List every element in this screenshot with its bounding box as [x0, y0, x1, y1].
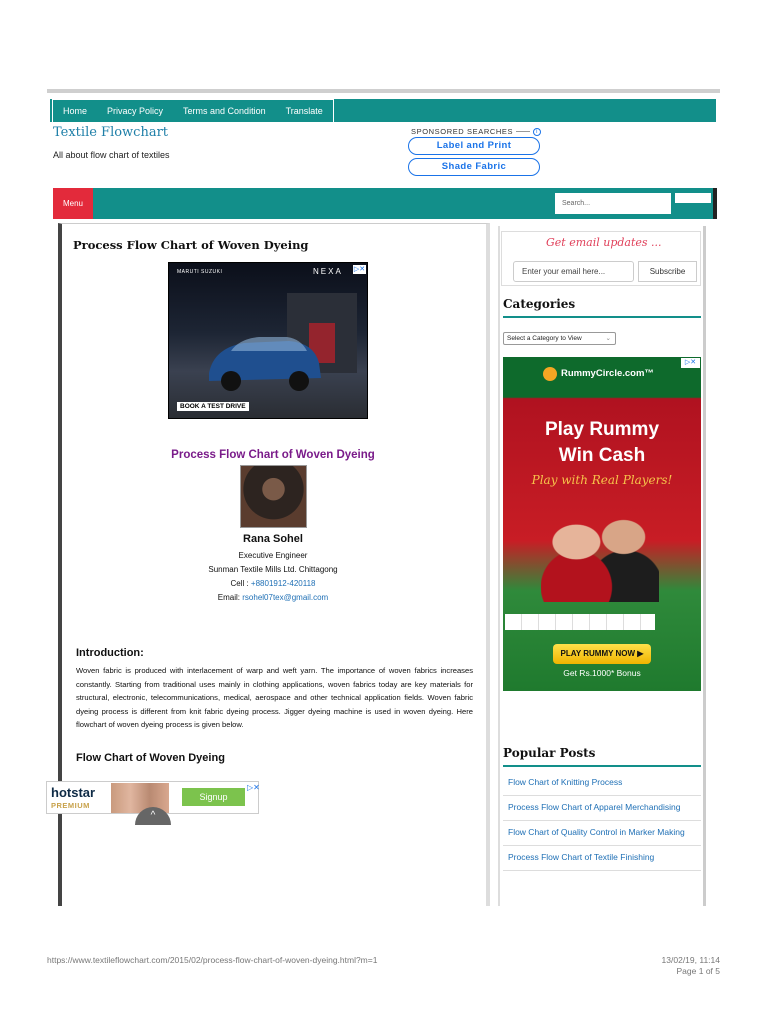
chevron-down-icon: ⌄: [605, 335, 611, 342]
category-select[interactable]: [503, 332, 616, 345]
center-title: Process Flow Chart of Woven Dyeing: [171, 449, 375, 461]
rummy-cards-image: [505, 614, 655, 630]
author-role: Executive Engineer: [238, 551, 308, 560]
site-subtitle: All about flow chart of textiles: [53, 150, 170, 160]
hotstar-ad[interactable]: [46, 781, 260, 821]
menu-button[interactable]: Menu: [53, 188, 93, 219]
popular-posts-rule: [503, 765, 701, 767]
top-nav: [50, 99, 716, 122]
sponsored-dash: [516, 131, 530, 132]
categories-rule: [503, 316, 701, 318]
chevron-up-icon[interactable]: ^: [135, 807, 171, 825]
site-title[interactable]: Textile Flowchart: [53, 125, 169, 140]
cell-link[interactable]: +8801912-420118: [250, 579, 316, 588]
email-field[interactable]: Enter your email here...: [513, 261, 634, 282]
hotstar-signup-button[interactable]: Signup: [182, 788, 245, 806]
footer-date: [600, 955, 720, 977]
popular-posts-list: [503, 771, 701, 871]
ad-brand: MARUTI SUZUKI: [177, 269, 223, 275]
categories-heading: Categories: [503, 297, 576, 311]
ad-close-icon[interactable]: ▷✕: [353, 266, 366, 273]
search-input[interactable]: Search...: [555, 193, 671, 214]
rummy-tagline: Play with Real Players!: [531, 473, 673, 487]
sponsored-search-label-print[interactable]: Label and Print: [408, 137, 540, 155]
nav-terms[interactable]: Terms and Condition: [183, 106, 266, 116]
flow-heading: Flow Chart of Woven Dyeing: [76, 752, 225, 764]
car-wheel-front: [221, 371, 241, 391]
menu-bar: [53, 188, 717, 219]
popular-post-link[interactable]: Flow Chart of Quality Control in Marker Making: [503, 821, 701, 846]
intro-text: Woven fabric is produced with interlacement of warp and weft yarn. The importance of woven fabrics increases constantly. Starting from traditional uses mainly in clothing applications, woven fabrics today are key materials for structural, electronic, telecommunications, medical, aerospace and other technical application fields. Woven fabric dyeing process is different from knit fabric dyeing process. Jigger dyeing machine is used in woven dyeing. Here flowchart of woven dyeing process is given below.: [76, 666, 473, 730]
email-title: Get email updates ...: [546, 236, 662, 249]
popular-posts-heading: Popular Posts: [503, 746, 596, 760]
popular-post-link[interactable]: Process Flow Chart of Apparel Merchandising: [503, 796, 701, 821]
author-cell: [0, 579, 546, 588]
ad-nexa: NEXA: [313, 267, 343, 276]
email-label: Email:: [217, 593, 243, 602]
rummy-play-button[interactable]: PLAY RUMMY NOW ▶: [553, 644, 651, 664]
car-ad[interactable]: [168, 262, 368, 419]
author-name: Rana Sohel: [243, 533, 303, 545]
hotstar-close-icon[interactable]: ▷✕: [247, 783, 260, 792]
post-title: Process Flow Chart of Woven Dyeing: [73, 238, 309, 252]
search-button[interactable]: [675, 193, 711, 203]
car-wheel-back: [289, 371, 309, 391]
hotstar-logo: hotstar: [51, 785, 96, 800]
author-email: [0, 593, 546, 602]
nav-home[interactable]: Home: [63, 106, 88, 116]
author-photo: [240, 465, 307, 528]
rummy-people-image: [541, 502, 659, 602]
footer-url: https://www.textileflowchart.com/2015/02/process-flow-chart-of-woven-dyeing.html?m=1: [47, 955, 378, 965]
sponsored-text: SPONSORED SEARCHES: [411, 127, 514, 136]
footer-page: Page 1 of 5: [676, 966, 720, 976]
sponsored-label: [411, 127, 541, 136]
cell-label: Cell :: [230, 579, 251, 588]
subscribe-button[interactable]: Subscribe: [638, 261, 697, 282]
popular-post-link[interactable]: Flow Chart of Knitting Process: [503, 771, 701, 796]
info-icon[interactable]: i: [533, 128, 541, 136]
rummy-headline-2: Win Cash: [558, 445, 646, 466]
top-divider: [47, 89, 720, 93]
author-company: Sunman Textile Mills Ltd. Chittagong: [208, 565, 338, 574]
rummy-bonus: Get Rs.1000* Bonus: [563, 668, 641, 678]
category-select-value: Select a Category to View: [507, 335, 582, 342]
rummy-logo: RummyCircle.com™: [561, 368, 654, 379]
popular-post-link[interactable]: Process Flow Chart of Textile Finishing: [503, 846, 701, 871]
ad-test-drive-button[interactable]: BOOK A TEST DRIVE: [177, 402, 249, 411]
rummy-close-icon[interactable]: ▷✕: [681, 358, 700, 368]
rummy-headline-1: Play Rummy: [544, 419, 660, 440]
hotstar-premium: PREMIUM: [51, 801, 90, 810]
nav-privacy-policy[interactable]: Privacy Policy: [107, 106, 164, 116]
nav-translate[interactable]: Translate: [285, 106, 323, 116]
footer-timestamp: 13/02/19, 11:14: [661, 955, 720, 965]
rummy-ad[interactable]: [503, 357, 701, 691]
email-link[interactable]: rsohel07tex@gmail.com: [242, 593, 329, 602]
sponsored-search-shade-fabric[interactable]: Shade Fabric: [408, 158, 540, 176]
rummy-logo-icon: [543, 367, 557, 381]
intro-heading: Introduction:: [76, 647, 144, 659]
car-illustration: [169, 263, 368, 419]
